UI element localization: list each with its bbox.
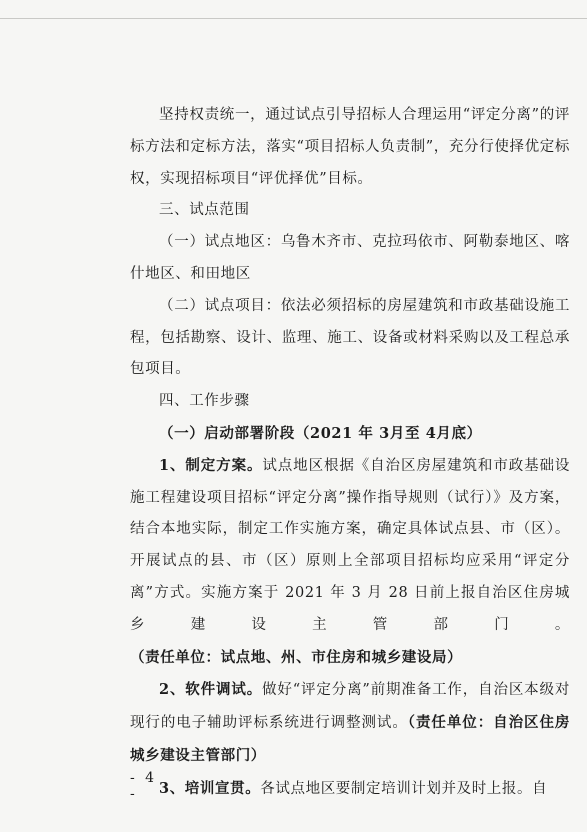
top-edge-rule: [0, 0, 587, 19]
paragraph-principle: 坚持权责统一，通过试点引导招标人合理运用“评定分离”的评标方法和定标方法，落实“项目招标人负责制”，充分行使择优定标权，实现招标项目“评优择优”目标。: [130, 107, 570, 187]
heading-stage-1: （一）启动部署阶段（2021 年 3月至 4月底）: [159, 424, 482, 442]
item-title: 3、培训宣贯。: [159, 779, 261, 797]
item-body: 试点地区根据《自治区房屋建筑和市政基础设施工程建设项目招标“评定分离”操作指导规则（试行）》及方案，结合本地实际，制定工作实施方案，确定具体试点县、市（区）。开展试点的县、市（区）原则上全部项目招标均应采用“评定分离”方式。实施方案于 2021 年 3 月 28 日前上报自治区住房城乡建设主管部门。: [130, 457, 571, 633]
item-responsibility: （责任单位：自治区住房城乡建设主管部门）: [130, 714, 570, 764]
item-title: 2、软件调试。: [159, 681, 263, 699]
item-title: 1、制定方案。: [159, 456, 263, 474]
page-number: - 4 -: [130, 770, 158, 802]
heading-section-4: 四、工作步骤: [159, 393, 250, 410]
paragraph-pilot-regions: （一）试点地区：乌鲁木齐市、克拉玛依市、阿勒泰地区、喀什地区、和田地区: [130, 234, 570, 282]
paragraph-pilot-projects: （二）试点项目：依法必须招标的房屋建筑和市政基础设施工程，包括勘察、设计、监理、施工、设备或材料采购以及工程总承包项目。: [130, 297, 570, 378]
heading-section-3: 三、试点范围: [159, 202, 250, 219]
item-training: [130, 773, 570, 806]
item-software-debug: [130, 674, 570, 772]
item-body: 做好“评定分离”前期准备工作，自治区本级对现行的电子辅助评标系统进行调整测试。: [130, 682, 570, 732]
item-responsibility: （责任单位：试点地、州、市住房和城乡建设局）: [130, 648, 463, 666]
item-make-plan: [130, 450, 570, 675]
document-body: [130, 100, 570, 806]
item-body: 各试点地区要制定培训计划并及时上报。自: [260, 780, 548, 797]
